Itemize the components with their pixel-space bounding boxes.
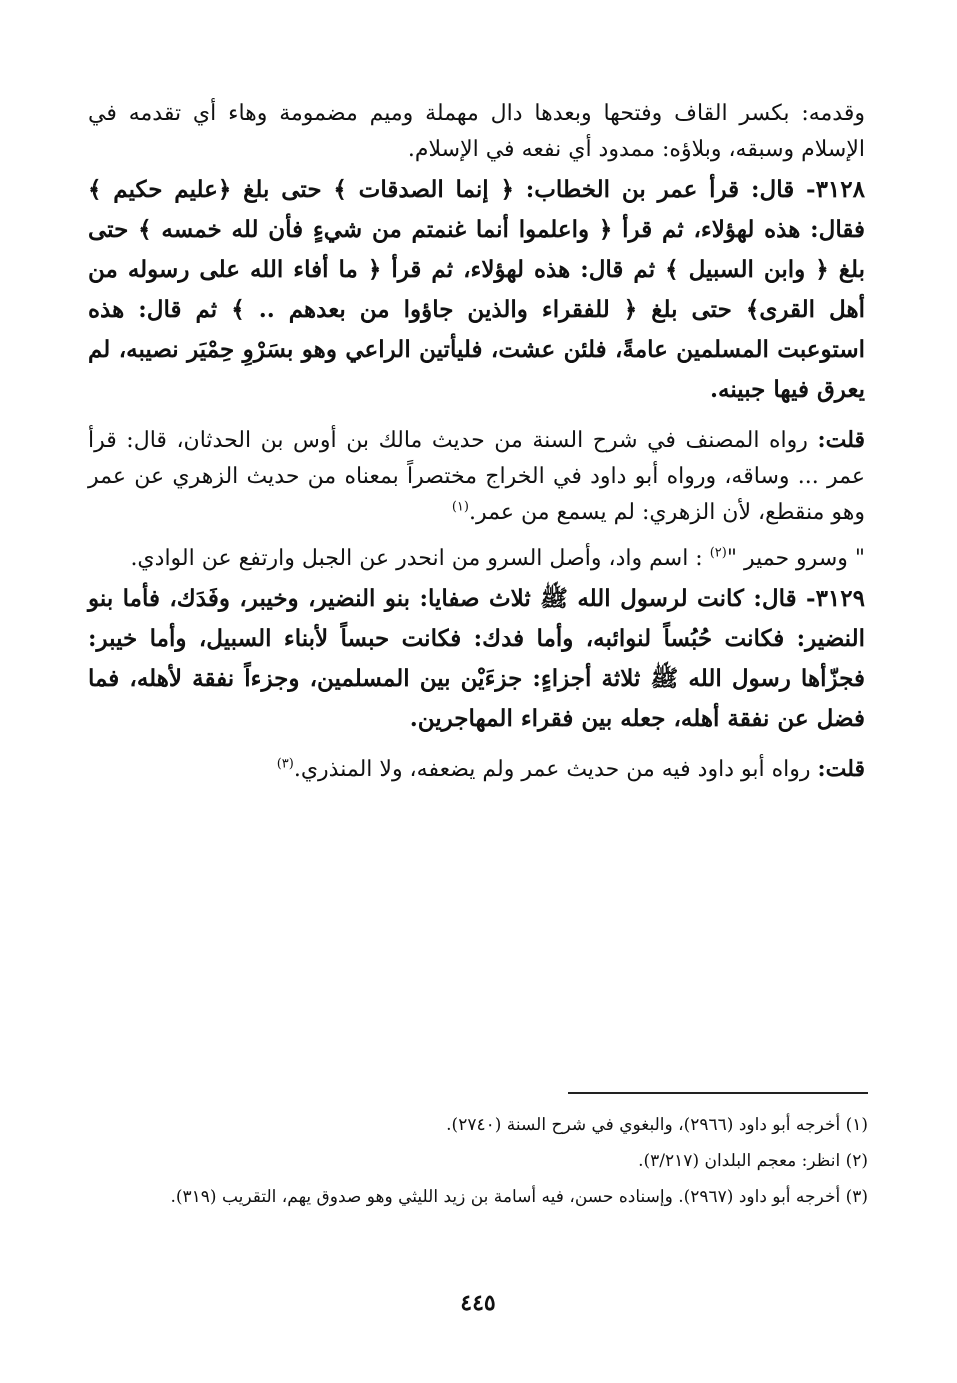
footnote-2: (٢) انظر: معجم البلدان (٣/٢١٧). (638, 1151, 868, 1171)
footnote-1: (١) أخرجه أبو داود (٢٩٦٦)، والبغوي في شرح السنة (٢٧٤٠). (446, 1115, 868, 1135)
comment-label: قلت: (817, 756, 865, 782)
comment-text: رواه المصنف في شرح السنة من حديث مالك بن أوس بن الحدثان، قال: قرأ عمر ... وساقه، ورواه أبو داود في الخراج مختصراً بمعناه من حديث الزهري عن عمر وهو منقطع، لأن الزهري: لم يسمع من عمر. (88, 428, 865, 525)
footnote-3: (٣) أخرجه أبو داود (٢٩٦٧). وإسناده حسن، فيه أسامة بن زيد الليثي وهو صدوق يهم، التقريب (٣١٩). (170, 1187, 868, 1207)
comment-label: قلت: (817, 427, 865, 453)
footnote-ref-3: (٣) (276, 756, 294, 772)
footnote-ref-1: (١) (451, 499, 469, 515)
hadith-3129: ٣١٢٩- قال: كانت لرسول الله ﷺ ثلاث صفايا: بنو النضير، وخيبر، وفَدَك، فأما بنو النضير: فكانت حُبُساً لنوائبه، وأما فدك: فكانت حبساً لأبناء السبيل، وأما خيبر: فجزّأها رسول الله ﷺ ثلاثة أجزاءٍ: جزءَيْن بين المسلمين، وجزءاً نفقة لأهله، فما فضل عن نفقة أهله، جعله بين فقراء المهاجرين. (88, 585, 865, 732)
intro-paragraph: وقدمه: بكسر القاف وفتحها وبعدها دال مهملة وميم مضمومة وهاء أي تقدمه في الإسلام وسبقه، وبلاؤه: ممدود أي نفعه في الإسلام. (88, 101, 865, 162)
footnotes (98, 1110, 868, 1218)
comment-paragraph-1 (88, 422, 865, 531)
hadith-3128: ٣١٢٨- قال: قرأ عمر بن الخطاب: ﴿ إنما الصدقات ﴾ حتى بلغ ﴿عليم حكيم ﴾ فقال: هذه لهؤلاء، ثم قرأ ﴿ واعلموا أنما غنمتم من شيءٍ فأن لله خمسه ﴾ حتى بلغ ﴿ وابن السبيل ﴾ ثم قال: هذه لهؤلاء، ثم قرأ ﴿ ما أفاء الله على رسوله من أهل القرى﴾ حتى بلغ ﴿ للفقراء والذين جاؤوا من بعدهم .. ﴾ ثم قال: هذه استوعبت المسلمين عامةً، فلئن عشت، فليأتين الراعي وهو بسَرْوِ حِمْيَر نصيبه، لم يعرق فيها جبينه. (88, 176, 865, 403)
footnote-ref-2: (٢) (709, 545, 727, 561)
footnote-divider (568, 1092, 868, 1094)
page-number: ٤٤٥ (460, 1290, 496, 1316)
comment-text: رواه أبو داود فيه من حديث عمر ولم يضعفه، ولا المنذري. (293, 757, 811, 782)
gloss-paragraph (88, 541, 865, 577)
comment-paragraph-2 (88, 751, 865, 788)
gloss-text: : اسم واد، وأصل السرو من انحدر عن الجبل وارتفع عن الوادي. (130, 546, 703, 571)
gloss-term: " وسرو حمير " (726, 546, 865, 571)
main-text (88, 96, 865, 788)
